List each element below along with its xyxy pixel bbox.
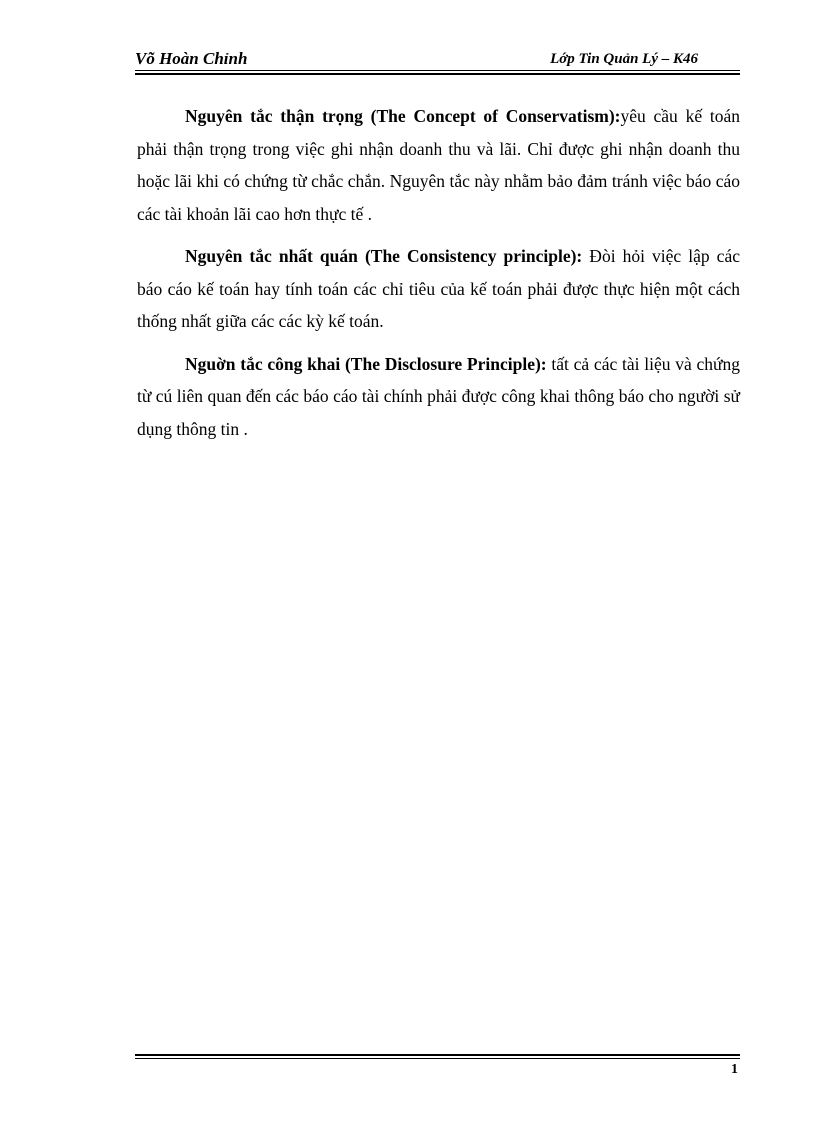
paragraph-consistency [137, 240, 740, 338]
header-divider [135, 70, 740, 75]
page-number: 1 [731, 1062, 738, 1077]
header-class-label: Lớp Tin Quản Lý – K46 [550, 51, 698, 67]
paragraph-disclosure [137, 348, 740, 446]
paragraph-term: Nguyên tắc thận trọng (The Concept of Conservatism): [185, 106, 621, 126]
paragraph-body: yêu cầu kế toán phải thận trọng trong việc ghi nhận doanh thu và lãi. Chỉ được ghi nhận doanh thu hoặc lãi khi có chứng từ chắc chắn. Nguyên tắc này nhằm bảo đảm tránh việc báo cáo các tài khoản lãi cao hơn thực tế . [137, 106, 740, 224]
header-author: Võ Hoàn Chỉnh [135, 49, 248, 68]
page-body [137, 100, 740, 455]
page-header [135, 49, 740, 71]
footer-divider [135, 1054, 740, 1059]
paragraph-term: Nguyên tắc nhất quán (The Consistency principle): [185, 246, 583, 266]
paragraph-body: Đòi hỏi việc lập các báo cáo kế toán hay tính toán các chỉ tiêu của kế toán phải được thực hiện một cách thống nhất giữa các các kỳ kế toán. [137, 246, 740, 331]
paragraph-body: tất cả các tài liệu và chứng từ cú liên quan đến các báo cáo tài chính phải được công khai thông báo cho người sử dụng thông tin . [137, 353, 740, 439]
paragraph-conservatism [137, 100, 740, 230]
paragraph-term: Nguờn tắc công khai (The Disclosure Principle): [185, 353, 547, 374]
